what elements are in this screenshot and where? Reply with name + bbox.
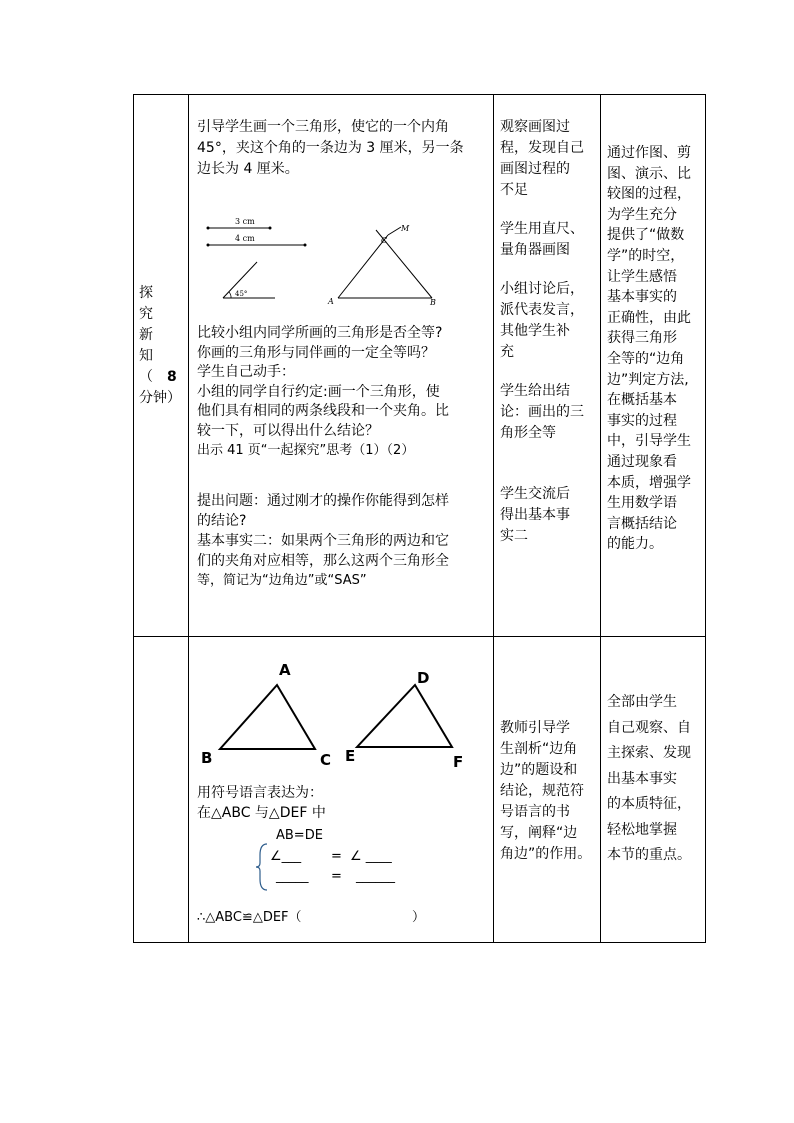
equals-sign: = bbox=[331, 869, 342, 884]
teacher-line: 边”的题设和 bbox=[500, 762, 578, 778]
therefore-text: ∴△ABC≌△DEF（ bbox=[197, 910, 302, 925]
section-label bbox=[139, 283, 184, 409]
intent-line: 让学生感悟 bbox=[607, 268, 677, 285]
point-a-label: A bbox=[328, 297, 334, 306]
intent-line: 基本事实的 bbox=[607, 289, 677, 306]
section-label-char: 究 bbox=[139, 306, 153, 322]
student-line: 实二 bbox=[500, 528, 528, 544]
design-intent-2 bbox=[607, 690, 703, 869]
segment-3cm bbox=[207, 217, 272, 230]
conclusion-line: 们的夹角对应相等，那么这两个三角形全 bbox=[197, 553, 449, 569]
construction-figure bbox=[195, 210, 495, 310]
angle-blank-left[interactable]: ∠___ bbox=[270, 849, 302, 864]
student-line: 画图过程的 bbox=[500, 161, 570, 177]
segment-4cm-label: 4 cm bbox=[235, 234, 255, 243]
intent-line: 事实的过程 bbox=[607, 412, 677, 429]
vertex-b-label: B bbox=[201, 749, 213, 767]
symbolic-line: 用符号语言表达为： bbox=[197, 785, 323, 801]
side-blank-left[interactable]: _____ bbox=[276, 869, 309, 884]
question-line: 较一下，可以得出什么结论？ bbox=[197, 422, 379, 439]
question-line: 他们具有相同的两条线段和一个夹角。比 bbox=[197, 403, 449, 419]
point-c-label: C bbox=[381, 236, 388, 245]
intent-line: 正确性，由此 bbox=[607, 309, 691, 326]
intent-line: 的本质特征， bbox=[607, 796, 691, 812]
student-line: 学生给出结 bbox=[500, 383, 570, 399]
question-line: 你画的三角形与同伴画的一定全等吗？ bbox=[197, 344, 435, 361]
vertex-c-label: C bbox=[320, 751, 332, 769]
question-line: 小组的同学自行约定:画一个三角形，使 bbox=[197, 383, 440, 400]
vertex-e-label: E bbox=[345, 747, 356, 765]
student-line: 观察画图过 bbox=[500, 119, 570, 135]
equation-angle-row bbox=[270, 847, 420, 866]
intent-line: 为学生充分 bbox=[607, 206, 677, 223]
intent-line: 的能力。 bbox=[607, 536, 663, 553]
intent-line: 本节的重点。 bbox=[607, 847, 691, 863]
intro-line: 引导学生画一个三角形，使它的一个内角 bbox=[197, 119, 449, 135]
intent-line: 较图的过程， bbox=[607, 186, 691, 203]
triangle-abc-construct bbox=[327, 224, 436, 307]
question-line: 比较小组内同学所画的三角形是否全等? bbox=[197, 325, 443, 341]
triangles-figure bbox=[195, 655, 485, 775]
segment-3cm-label: 3 cm bbox=[235, 217, 255, 226]
questions-text bbox=[197, 324, 489, 461]
conclusion-line: 基本事实二：如果两个三角形的两边和它 bbox=[197, 533, 449, 549]
student-line: 不足 bbox=[500, 182, 528, 198]
intent-line: 边”判定方法, bbox=[607, 371, 689, 388]
intent-line: 生用数学语 bbox=[607, 495, 677, 512]
student-line: 学生用直尺、 bbox=[500, 221, 584, 237]
segment-4cm bbox=[207, 234, 307, 247]
section-label-char: 知 bbox=[139, 348, 153, 364]
intent-line: 通过作图、剪 bbox=[607, 145, 691, 161]
symbolic-line: 在△ABC 与△DEF 中 bbox=[197, 805, 326, 821]
intent-line: 本质，增强学 bbox=[607, 474, 691, 491]
triangle-def bbox=[345, 669, 463, 771]
point-m-label: M bbox=[401, 224, 410, 233]
side-blank-right[interactable]: ______ bbox=[356, 869, 395, 884]
intent-line: 轻松地掌握 bbox=[607, 821, 677, 838]
intro-line: 45°，夹这个角的一条边为 3 厘米，另一条 bbox=[197, 140, 464, 156]
section-label-char: 探 bbox=[139, 285, 153, 301]
section-label-char: 新 bbox=[139, 327, 153, 343]
student-block-discuss bbox=[500, 279, 596, 363]
section-label-paren: （ bbox=[139, 369, 153, 385]
teacher-activity bbox=[500, 718, 596, 865]
section-label-number: 8 bbox=[167, 369, 177, 385]
equation-side-row bbox=[276, 867, 426, 886]
student-line: 学生交流后 bbox=[500, 486, 570, 502]
teacher-line: 号语言的书 bbox=[500, 804, 570, 820]
student-line: 小组讨论后， bbox=[500, 281, 584, 297]
angle-label: 45° bbox=[235, 290, 248, 298]
therefore-line bbox=[197, 908, 489, 927]
conclusion-line: 提出问题：通过刚才的操作你能得到怎样 bbox=[197, 493, 449, 509]
student-activity bbox=[500, 117, 596, 547]
question-line: 学生自己动手： bbox=[197, 364, 295, 380]
student-block-observe bbox=[500, 117, 596, 201]
section-label-char: 分钟） bbox=[139, 390, 181, 406]
teacher-line: 结论，规范符 bbox=[500, 783, 584, 799]
vertex-d-label: D bbox=[417, 669, 430, 687]
point-b-label: B bbox=[430, 298, 436, 307]
intent-line: 全等的“边角 bbox=[607, 350, 685, 367]
question-line: 出示 41 页“一起探究”思考（1）（2） bbox=[197, 443, 415, 458]
intent-line: 中，引导学生 bbox=[607, 433, 691, 450]
student-line: 程，发现自己 bbox=[500, 140, 584, 156]
student-line: 得出基本事 bbox=[500, 507, 570, 523]
triangle-abc bbox=[201, 661, 331, 769]
angle-blank-right[interactable]: ∠ ____ bbox=[350, 849, 392, 864]
vertex-f-label: F bbox=[453, 753, 464, 771]
student-line: 论：画出的三 bbox=[500, 404, 584, 420]
intent-line: 获得三角形 bbox=[607, 330, 677, 347]
design-intent-1 bbox=[607, 143, 703, 555]
brace bbox=[255, 843, 271, 891]
student-block-draw bbox=[500, 219, 596, 261]
teacher-line: 教师引导学 bbox=[500, 720, 570, 736]
conclusion-line: 的结论? bbox=[197, 513, 247, 529]
teacher-line: 生剖析“边角 bbox=[500, 741, 578, 757]
intent-line: 主探索、发现 bbox=[607, 745, 691, 761]
teacher-line: 写，阐释“边 bbox=[500, 825, 578, 841]
conclusion-text bbox=[197, 491, 489, 591]
intent-line: 提供了“做数 bbox=[607, 227, 685, 244]
intent-line: 图、演示、比 bbox=[607, 165, 691, 182]
student-line: 派代表发言， bbox=[500, 302, 584, 318]
teacher-line: 角边”的作用。 bbox=[500, 846, 592, 862]
student-block-conclude bbox=[500, 381, 596, 444]
row-divider bbox=[134, 636, 705, 637]
intent-line: 全部由学生 bbox=[607, 694, 677, 710]
intent-line: 言概括结论 bbox=[607, 515, 677, 532]
intro-line: 边长为 4 厘米。 bbox=[197, 161, 299, 177]
equals-sign: = bbox=[331, 849, 342, 864]
conclusion-line: 等，简记为“边角边”或“SAS” bbox=[197, 573, 367, 588]
intent-line: 出基本事实 bbox=[607, 770, 677, 787]
symbolic-intro bbox=[197, 783, 489, 823]
vertex-a-label: A bbox=[279, 661, 291, 679]
angle-45 bbox=[223, 262, 275, 298]
equation-ab-de: AB=DE bbox=[276, 828, 323, 843]
col-divider-3 bbox=[600, 95, 601, 942]
intent-line: 学”的时空， bbox=[607, 247, 685, 264]
student-line: 角形全等 bbox=[500, 425, 556, 441]
intent-line: 通过现象看 bbox=[607, 453, 677, 470]
student-line: 充 bbox=[500, 344, 514, 360]
intro-text bbox=[197, 117, 489, 180]
therefore-close: ） bbox=[412, 910, 426, 925]
student-line: 量角器画图 bbox=[500, 242, 570, 258]
col-divider-1 bbox=[188, 95, 189, 942]
intent-line: 自己观察、自 bbox=[607, 719, 691, 736]
intent-line: 在概括基本 bbox=[607, 392, 677, 409]
student-block-exchange bbox=[500, 484, 596, 547]
student-line: 其他学生补 bbox=[500, 323, 570, 339]
